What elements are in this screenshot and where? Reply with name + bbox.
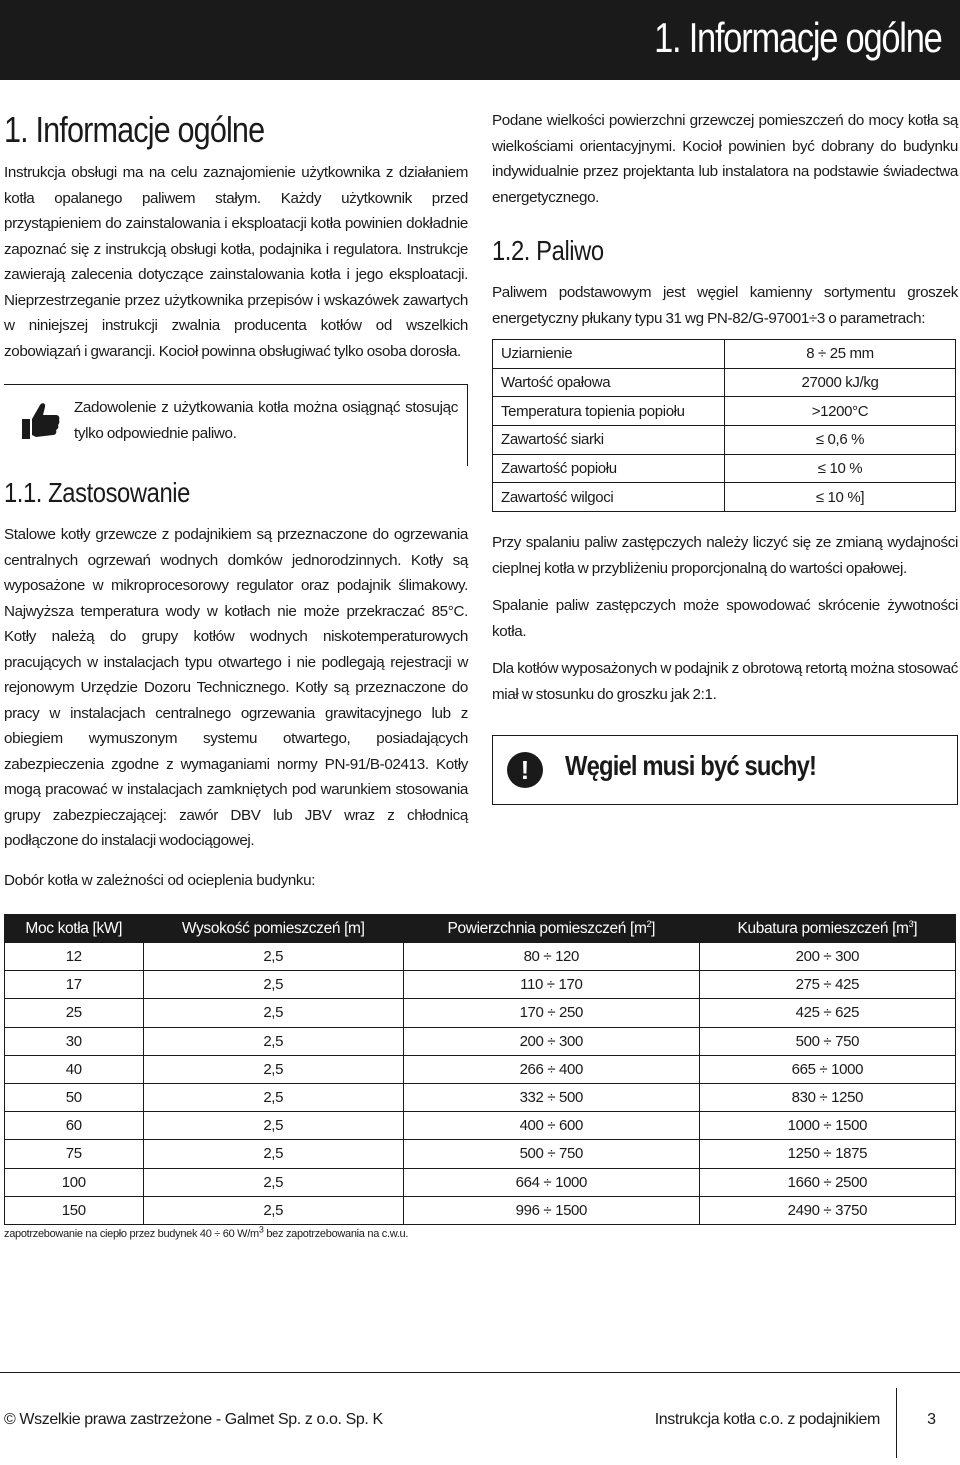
fuel-param-label: Uziarnienie <box>493 340 725 369</box>
page-number: 3 <box>927 1411 936 1428</box>
table-cell: 664 ÷ 1000 <box>403 1168 699 1196</box>
table-cell: 2,5 <box>143 1168 403 1196</box>
warning-text: Węgiel musi być suchy! <box>565 750 817 782</box>
fuel-row <box>493 426 956 455</box>
section-heading-applications: 1.1. Zastosowanie <box>4 477 190 508</box>
fuel-param-value: ≤ 10 %] <box>725 483 956 512</box>
table-cell: 1250 ÷ 1875 <box>699 1140 955 1168</box>
exclamation-icon: ! <box>507 752 543 788</box>
table-cell: 1660 ÷ 2500 <box>699 1168 955 1196</box>
table-row <box>5 1196 956 1224</box>
fuel-row <box>493 483 956 512</box>
table-cell: 80 ÷ 120 <box>403 943 699 971</box>
footer-separator <box>896 1388 897 1458</box>
selection-header-cell: Powierzchnia pomieszczeń $[m^2]$ <box>403 915 699 943</box>
fuel-note-text: Zadowolenie z użytkowania kotła można osiągnąć stosując tylko odpowiednie paliwo. <box>74 399 458 442</box>
table-cell: 110 ÷ 170 <box>403 971 699 999</box>
fuel-row <box>493 368 956 397</box>
table-cell: 425 ÷ 625 <box>699 999 955 1027</box>
table-cell: 2,5 <box>143 999 403 1027</box>
table-cell: 2,5 <box>143 1055 403 1083</box>
table-cell: 75 <box>5 1140 144 1168</box>
fuel-param-label: Temperatura topienia popiołu <box>493 397 725 426</box>
table-cell: 100 <box>5 1168 144 1196</box>
lifetime-paragraph: Spalanie paliw zastępczych może spowodować skrócenie żywotności kotła. <box>492 597 958 640</box>
table-cell: 2,5 <box>143 971 403 999</box>
table-cell: 170 ÷ 250 <box>403 999 699 1027</box>
fuel-param-value: ≤ 10 % <box>725 454 956 483</box>
table-cell: 500 ÷ 750 <box>403 1140 699 1168</box>
applications-paragraph: Stalowe kotły grzewcze z podajnikiem są przeznaczone do ogrzewania centralnych ogrzewań wodnych domków jednorodzinnych. Kotły są wyposażone w mikroprocesorowy regulator oraz podajnik ślimakowy. Najwyższa temperatura wody w kotłach nie może przekraczać 85°C. Kotły należą do grupy kotłów wodnych niskotemperaturowych pracujących w instalacjach typu otwartego i nie podlegają rejestracji w rejonowym Urzędzie Dozoru Technicznego. Kotły są przeznaczone do pracy w instalacjach centralnego ogrzewania grawitacyjnego lub z obiegiem wymuszonym systemu otwartego, posiadających zabezpieczenia zgodne z wymaganiami normy PN-91/B-02413. Kotły mogą pracować w instalacjach zamkniętych pod warunkiem stosowania grupy zabezpieczającej: zawór DBV lub JBV wraz z chłodnicą podłączone do instalacji wodociągowej. <box>4 526 468 849</box>
table-cell: 2,5 <box>143 1083 403 1111</box>
footer-document-title: Instrukcja kotła c.o. z podajnikiem <box>654 1411 880 1428</box>
fuel-param-label: Zawartość wilgoci <box>493 483 725 512</box>
fuel-param-label: Zawartość popiołu <box>493 454 725 483</box>
table-cell: 200 ÷ 300 <box>699 943 955 971</box>
table-cell: 2,5 <box>143 1112 403 1140</box>
table-cell: 332 ÷ 500 <box>403 1083 699 1111</box>
table-cell: 50 <box>5 1083 144 1111</box>
table-cell: 665 ÷ 1000 <box>699 1055 955 1083</box>
footer-copyright: © Wszelkie prawa zastrzeżone - Galmet Sp. z o.o. Sp. K <box>4 1411 383 1428</box>
table-row <box>5 943 956 971</box>
fuel-param-value: 8 ÷ 25 mm <box>725 340 956 369</box>
table-cell: 266 ÷ 400 <box>403 1055 699 1083</box>
fuel-param-value: ≤ 0,6 % <box>725 426 956 455</box>
main-heading: 1. Informacje ogólne <box>4 109 265 150</box>
sizing-paragraph: Podane wielkości powierzchni grzewczej pomieszczeń do mocy kotła są wielkościami orientacyjnymi. Kocioł powinien być dobrany do budynku indywidualnie przez projektanta lub instalatora na podstawie świadectwa energetycznego. <box>492 112 958 206</box>
table-row <box>5 1140 956 1168</box>
table-cell: 275 ÷ 425 <box>699 971 955 999</box>
table-cell: 1000 ÷ 1500 <box>699 1112 955 1140</box>
table-cell: 2,5 <box>143 943 403 971</box>
table-cell: 25 <box>5 999 144 1027</box>
table-cell: 60 <box>5 1112 144 1140</box>
table-cell: 2,5 <box>143 1196 403 1224</box>
boiler-selection-table <box>4 914 956 1225</box>
section-heading-fuel: 1.2. Paliwo <box>492 235 604 266</box>
table-cell: 2490 ÷ 3750 <box>699 1196 955 1224</box>
table-cell: 2,5 <box>143 1140 403 1168</box>
retort-paragraph: Dla kotłów wyposażonych w podajnik z obrotową retortą można stosować miał w stosunku do groszku jak 2:1. <box>492 660 958 703</box>
table-row <box>5 971 956 999</box>
table-row <box>5 1055 956 1083</box>
fuel-param-value: >1200°C <box>725 397 956 426</box>
table-cell: 830 ÷ 1250 <box>699 1083 955 1111</box>
left-column <box>4 108 468 854</box>
selection-header-cell: Kubatura pomieszczeń $[m^3]$ <box>699 915 955 943</box>
fuel-row <box>493 340 956 369</box>
fuel-note-box <box>4 384 468 466</box>
table-cell: 996 ÷ 1500 <box>403 1196 699 1224</box>
fuel-param-label: Zawartość siarki <box>493 426 725 455</box>
table-cell: 30 <box>5 1027 144 1055</box>
selection-header-cell: Moc kotła [kW] <box>5 915 144 943</box>
table-cell: 150 <box>5 1196 144 1224</box>
table-row <box>5 999 956 1027</box>
table-row <box>5 1027 956 1055</box>
table-row <box>5 1083 956 1111</box>
fuel-param-value: 27000 kJ/kg <box>725 368 956 397</box>
table-row <box>5 1168 956 1196</box>
table-cell: 400 ÷ 600 <box>403 1112 699 1140</box>
table-cell: 12 <box>5 943 144 971</box>
thumbs-up-icon <box>18 399 62 443</box>
footer-divider <box>0 1372 960 1373</box>
fuel-row <box>493 454 956 483</box>
intro-paragraph: Instrukcja obsługi ma na celu zaznajomienie użytkownika z działaniem kotła opalanego paliwem stałym. Każdy użytkownik przed przystąpieniem do zainstalowania i eksploatacji kotła powinien dokładnie zapoznać się z instrukcją obsługi kotła, podajnika i regulatora. Instrukcje zawierają zalecenia dotyczące zainstalowania kotła i jego eksploatacji. Nieprzestrzeganie przez użytkownika przepisów i wskazówek zawartych w niniejszej instrukcji zwalnia producenta kotłów od wszelkich zobowiązań i gwarancji. Kocioł powinna obsługiwać tylko osoba dorosła. <box>4 164 468 360</box>
dry-coal-warning <box>492 735 958 805</box>
table-cell: 2,5 <box>143 1027 403 1055</box>
fuel-parameters-table <box>492 339 956 512</box>
fuel-param-label: Wartość opałowa <box>493 368 725 397</box>
table-row <box>5 1112 956 1140</box>
fuel-row <box>493 397 956 426</box>
table-cell: 500 ÷ 750 <box>699 1027 955 1055</box>
fuel-paragraph: Paliwem podstawowym jest węgiel kamienny sortymentu groszek energetyczny płukany typu 31 wg PN-82/G-97001÷3 o parametrach: <box>492 284 958 327</box>
selection-title: Dobór kotła w zależności od ocieplenia budynku: <box>4 872 316 889</box>
table-cell: 200 ÷ 300 <box>403 1027 699 1055</box>
header-title: 1. Informacje ogólne <box>654 14 942 61</box>
table-cell: 17 <box>5 971 144 999</box>
right-column <box>492 108 958 805</box>
selection-note: zapotrzebowanie na ciepło przez budynek 40 ÷ 60 $W/m^3$ bez zapotrzebowania na c.w.u. <box>4 1224 409 1240</box>
selection-header-cell: Wysokość pomieszczeń [m] <box>143 915 403 943</box>
substitute-fuel-paragraph: Przy spalaniu paliw zastępczych należy liczyć się ze zmianą wydajności cieplnej kotła w przybliżeniu proporcjonalną do wartości opałowej. <box>492 534 958 577</box>
table-cell: 40 <box>5 1055 144 1083</box>
